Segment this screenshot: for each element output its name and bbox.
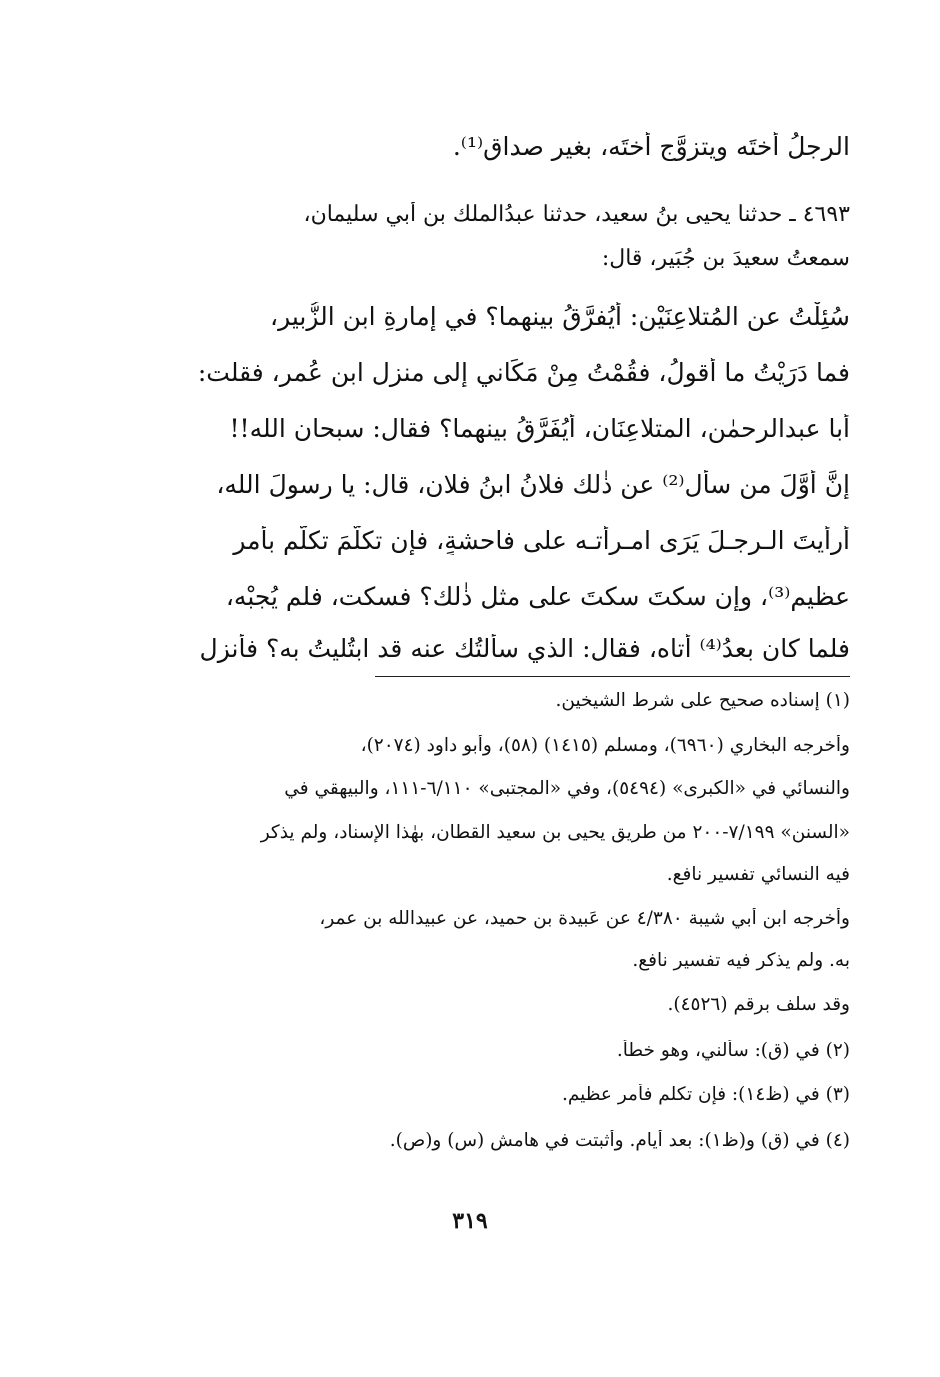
- footnote-line: (٢) في (ق): سألني، وهو خطأ.: [616, 1040, 850, 1061]
- body-line: فما دَرَيْتُ ما أقولُ، فقُمْتُ مِنْ مَكَاني إلى منزل ابنِ عُمر، فقلت:: [197, 358, 850, 387]
- footnote-line: فيه النسائي تفسير نافع.: [666, 864, 850, 885]
- hadith-chain-line-2: سمعتُ سعيدَ بن جُبَير، قال:: [601, 246, 850, 271]
- body-line: أبا عبدالرحمٰن، المتلاعِنَان، أيُفَرَّقُ بينهما؟ فقال: سبحان الله!!: [229, 414, 850, 443]
- footnote-line: (٤) في (ق) و(ظ١): بعد أيام. وأثبتت في هامش (س) و(ص).: [389, 1130, 850, 1151]
- body-line: إنَّ أوَّلَ من سأل⁽²⁾ عن ذٰلك فلانُ ابنُ فلان، قال: يا رسولَ الله،: [216, 470, 850, 499]
- footnote-separator: [375, 676, 850, 677]
- footnote-line: وأخرجه البخاري (٦٩٦٠)، ومسلم (١٤١٥) (٥٨)، وأبو داود (٢٠٧٤)،: [360, 735, 850, 756]
- footnote-line: (٣) في (ظ١٤): فإن تكلم فأمر عظيم.: [561, 1084, 850, 1105]
- body-line: فلما كان بعدُ⁽⁴⁾ أتاه، فقال: الذي سألتُك عنه قد ابتُليتُ به؟ فأنزل: [199, 634, 850, 663]
- footnote-line: وقد سلف برقم (٤٥٢٦).: [667, 994, 850, 1015]
- top-line: الرجلُ أختَه ويتزوَّج أختَه، بغير صداقٍ⁽¹⁾.: [452, 132, 850, 161]
- footnote-line: «السنن» ٧/١٩٩-٢٠٠ من طريق يحيى بن سعيد القطان، بهٰذا الإسناد، ولم يذكر: [260, 822, 850, 843]
- page-number: ٣١٩: [452, 1208, 488, 1234]
- footnote-line: وأخرجه ابن أبي شيبة ٤/٣٨٠ عن عَبيدة بن حميد، عن عبيدالله بن عمر،: [319, 908, 850, 929]
- footnote-line: والنسائي في «الكبرى» (٥٤٩٤)، وفي «المجتبى» ٦/١١٠-١١١، والبيهقي في: [284, 778, 850, 799]
- hadith-chain-line-1: ٤٦٩٣ ـ حدثنا يحيى بنُ سعيد، حدثنا عبدُالملك بن أبي سليمان،: [303, 202, 850, 227]
- body-line: أرأيتَ الـرجـلَ يَرَى امـرأتـه على فاحشةٍ، فإن تكلَّمَ تكلَّم بأمرٍ: [233, 526, 850, 555]
- footnote-line: (١) إسناده صحيح على شرط الشيخين.: [555, 690, 850, 711]
- body-line: سُئِلْتُ عن المُتلاعِنَيْن: أيُفرَّقُ بينهما؟ في إمارةِ ابنِ الزُّبير،: [270, 302, 850, 331]
- footnote-line: به. ولم يذكر فيه تفسير نافع.: [632, 950, 850, 971]
- body-line: عظيمٍ⁽³⁾، وإن سكتَ سكتَ على مثل ذٰلك؟ فسكت، فلم يُجبْه،: [225, 582, 850, 611]
